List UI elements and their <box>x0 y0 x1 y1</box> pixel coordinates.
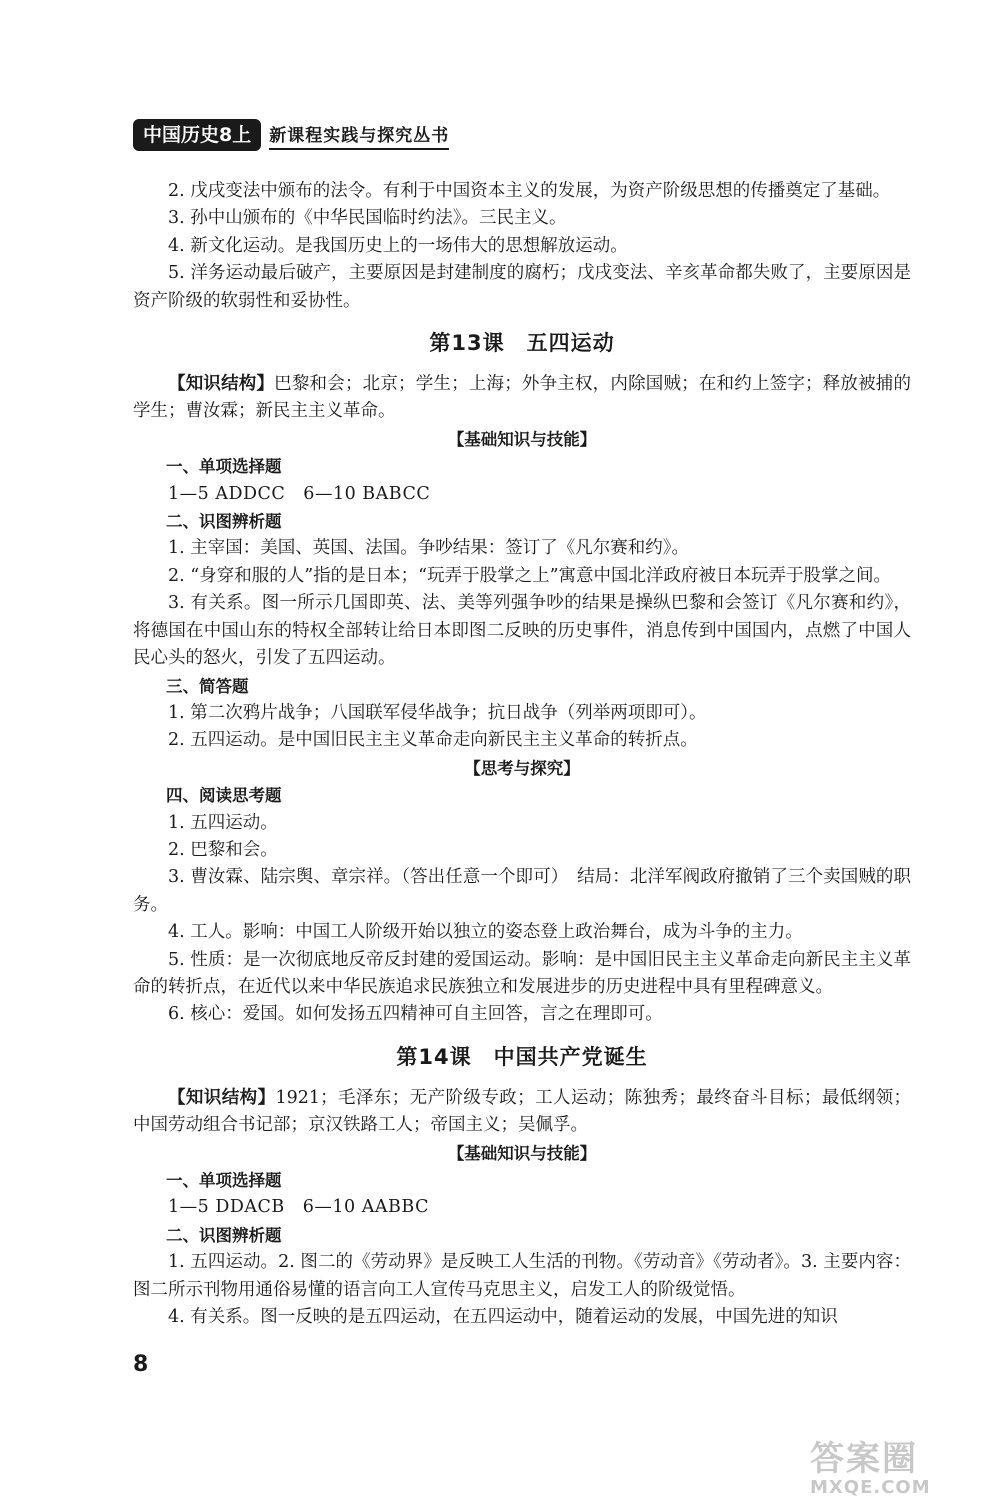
answer-item: 1. 五四运动。2. 图二的《劳动界》是反映工人生活的刊物。《劳动音》《劳动者》。3. 主要内容：图二所示刊物用通俗易懂的语言向工人宣传马克思主义，启发工人的阶级觉悟。 <box>133 1252 911 1300</box>
lesson-14-number: 第14课 <box>396 1044 472 1069</box>
basic-knowledge-header: 【基础知识与技能】 <box>447 1143 597 1163</box>
section-title: 三、简答题 <box>166 676 249 696</box>
knowledge-structure-text: 巴黎和会；北京；学生；上海；外争主权，内除国贼；在和约上签字；释放被捕的学生；曹汝霖；新民主主义革命。 <box>133 374 911 422</box>
lesson-14-heading <box>133 1029 911 1085</box>
answer-item: 5. 性质：是一次彻底地反帝反封建的爱国运动。影响：是中国旧民主主义革命走向新民主主义革命的转折点，在近代以来中华民族追求民族独立和发展进步的历史进程中具有里程碑意义。 <box>133 949 911 997</box>
section-title: 二、识图辨析题 <box>166 1225 282 1245</box>
lesson-13-number: 第13课 <box>429 331 505 356</box>
series-title: 新课程实践与探究丛书 <box>269 121 449 150</box>
answer-item: 3. 有关系。图一所示几国即英、法、美等列强争吵的结果是操纵巴黎和会签订《凡尔赛和约》，将德国在中国山东的特权全部转让给日本即图二反映的历史事件，消息传到中国国内，点燃了中国人民心头的怒火，引发了五四运动。 <box>133 593 911 669</box>
page-content <box>133 178 911 1331</box>
section-title: 一、单项选择题 <box>166 1171 282 1190</box>
basic-knowledge-header: 【基础知识与技能】 <box>447 429 597 449</box>
watermark-logo <box>810 1440 985 1500</box>
knowledge-structure-label: 【知识结构】 <box>168 374 275 395</box>
answer-item: 3. 孙中山颁布的《中华民国临时约法》。三民主义。 <box>168 208 567 229</box>
book-title-badge: 中国历史8上 <box>133 119 261 151</box>
answer-item: 2. 五四运动。是中国旧民主主义革命走向新民主主义革命的转折点。 <box>168 730 698 751</box>
answer-item: 2. “身穿和服的人”指的是日本；“玩弄于股掌之上”寓意中国北洋政府被日本玩弄于股掌之间。 <box>168 565 892 586</box>
watermark-url: MXQE.COM <box>810 1477 931 1498</box>
lesson-13-heading <box>133 315 911 371</box>
answer-item: 5. 洋务运动最后破产，主要原因是封建制度的腐朽；戊戌变法、辛亥革命都失败了，主要原因是资产阶级的软弱性和妥协性。 <box>133 263 911 311</box>
lesson-13-title: 五四运动 <box>526 331 615 356</box>
knowledge-structure <box>133 1085 911 1140</box>
think-explore-header: 【思考与探究】 <box>464 758 580 778</box>
knowledge-structure-text: 1921；毛泽东；无产阶级专政；工人运动；陈独秀；最终奋斗目标；最低纲领；中国劳动组合书记部；京汉铁路工人；帝国主义；吴佩孚。 <box>133 1087 911 1136</box>
lesson-14-title: 中国共产党诞生 <box>493 1044 648 1069</box>
page-number: 8 <box>133 1352 149 1377</box>
answer-item: 3. 曹汝霖、陆宗舆、章宗祥。（答出任意一个即可） 结局：北洋军阀政府撤销了三个卖国贼的职务。 <box>133 867 911 915</box>
answer-item: 1. 主宰国：美国、英国、法国。争吵结果：签订了《凡尔赛和约》。 <box>168 538 690 559</box>
answer-item: 1. 第二次鸦片战争；八国联军侵华战争；抗日战争（列举两项即可）。 <box>168 702 707 723</box>
section-title: 四、阅读思考题 <box>166 786 282 806</box>
answer-item: 6. 核心：爱国。如何发扬五四精神可自主回答，言之在理即可。 <box>168 1004 663 1025</box>
answer-item: 2. 巴黎和会。 <box>168 839 278 860</box>
page-header <box>133 118 449 152</box>
answer-item: 4. 新文化运动。是我国历史上的一场伟大的思想解放运动。 <box>168 235 628 256</box>
section-title: 一、单项选择题 <box>166 457 282 477</box>
knowledge-structure <box>133 371 911 426</box>
choice-answers: 1—5 ADDCC 6—10 BABCC <box>168 483 431 504</box>
answer-item: 2. 戊戌变法中颁布的法令。有利于中国资本主义的发展，为资产阶级思想的传播奠定了基础。 <box>168 181 891 201</box>
choice-answers: 1—5 DDACB 6—10 AABBC <box>168 1197 429 1218</box>
section-title: 二、识图辨析题 <box>166 512 282 532</box>
answer-item: 4. 工人。影响：中国工人阶级开始以独立的姿态登上政治舞台，成为斗争的主力。 <box>168 922 803 943</box>
watermark-logo-text: 答案圈 <box>810 1439 918 1479</box>
answer-item: 4. 有关系。图一反映的是五四运动，在五四运动中，随着运动的发展，中国先进的知识 <box>168 1307 838 1328</box>
knowledge-structure-label: 【知识结构】 <box>168 1087 276 1108</box>
answer-item: 1. 五四运动。 <box>168 812 278 833</box>
